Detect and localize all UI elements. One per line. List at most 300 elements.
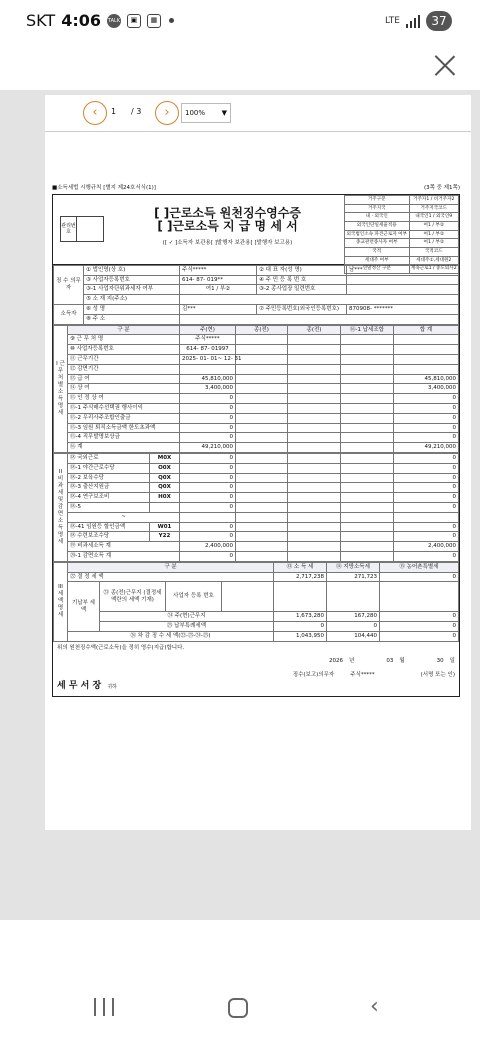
form-title [111,195,344,264]
table-row [54,433,459,443]
value-cell [236,443,288,453]
nontaxable-section-label: II 비과세및감면소득명세 [54,454,68,562]
status-bar [0,0,480,40]
value-cell [236,413,288,423]
total-cell: 0 [394,551,459,561]
prev-workplace-label: ㉓ 종(전)근무지 (결정세액란의 세액 기재) [100,582,166,612]
row-label: ⑱-2 보육수당 [68,473,150,483]
value-cell [180,512,236,522]
month: 03 [386,657,394,664]
page-count-text: (3쪽 중 제1쪽) [423,185,460,191]
earner-section-label: 소득자 [54,305,84,325]
value-cell: 45,810,000 [394,374,459,384]
carrier: SKT [26,11,56,30]
value-cell [341,551,394,561]
value-cell: 0 [180,522,236,532]
code-cell: W01 [150,522,180,532]
amount-cell: 0 [380,631,459,641]
document-page [45,95,471,830]
amount-cell: 0 [380,612,459,622]
value-cell: 0 [180,493,236,503]
signal-icon [406,15,420,28]
value-cell [236,512,288,522]
value-cell [288,503,341,513]
unit-taxpayer-flag: 여1 / 부② [180,285,257,295]
value-cell [288,364,341,374]
value-cell [341,542,394,552]
payer-name: 주식***** [350,671,375,678]
clock: 4:06 [61,11,101,30]
value-cell: 2,400,000 [180,542,236,552]
table-row [54,463,459,473]
viewer-header [0,40,480,90]
total-cell: 0 [394,503,459,513]
amount-cell: 271,723 [327,572,380,582]
total-cell: 0 [394,473,459,483]
table-row [54,512,459,522]
value-cell: 주식***** [180,335,236,345]
value-cell: 0 [180,532,236,542]
zoom-select[interactable] [181,103,231,123]
table-row [54,522,459,532]
column-header: ⑬ 소 득 세 [274,562,327,572]
payer-sign-row [57,672,455,679]
table-row [54,404,459,414]
amount-cell: 2,717,238 [274,572,327,582]
label: ③-2 종사업장 일련번호 [257,285,347,295]
label: ⑤ 소 재 지(주소) [84,295,180,305]
residency-value: 여1 / 부② [409,239,459,248]
total-cell: 0 [394,454,459,464]
value-cell: 3,400,000 [394,384,459,394]
value-cell: 49,210,000 [180,443,236,453]
value-cell: 614- 87- 01997 [180,345,236,355]
residency-value: 국적코드 [409,248,459,257]
value-cell [341,423,394,433]
day: 30 [436,657,444,664]
value-cell: 2025- 01- 01~ 12- 31 [180,355,236,365]
day-unit: 일 [449,657,455,664]
statement: 위의 원천징수액(근로소득)을 정히 영수(지급)합니다. [57,644,185,651]
total-cell: 0 [394,522,459,532]
label: ① 법인명(상 호) [84,265,180,275]
value-cell [236,355,288,365]
value-cell [288,374,341,384]
tax-office [57,681,455,692]
code-cell: Q0X [150,483,180,493]
total-cell: 0 [394,493,459,503]
value-cell: 0 [394,394,459,404]
calendar-icon: ▦ [147,14,161,28]
table-row [54,374,459,384]
value-cell: 0 [180,473,236,483]
row-label: ⑮-3 임원 퇴직소득금액 한도초과액 [68,423,180,433]
value-cell [341,364,394,374]
value-cell [288,433,341,443]
value-cell [341,454,394,464]
value-cell [288,345,341,355]
value-cell [236,493,288,503]
value-cell [236,364,288,374]
table-row [54,364,459,374]
value-cell [288,463,341,473]
value-cell [288,483,341,493]
value-cell: 0 [394,413,459,423]
value-cell [341,355,394,365]
row-label: ⑫ 감면기간 [68,364,180,374]
close-icon[interactable] [434,54,456,76]
code-cell: M0X [150,454,180,464]
residency-value: 거주자1 / 비거주자2 [409,195,459,204]
value-cell [341,493,394,503]
code-cell: H0X [150,493,180,503]
value-cell [341,443,394,453]
amount-cell: 0 [327,622,380,632]
value-cell [288,532,341,542]
total-cell: 0 [394,463,459,473]
spacer [0,920,480,990]
value-cell: 45,810,000 [180,374,236,384]
value-cell [236,423,288,433]
tax-office-suffix: 귀하 [107,684,117,691]
company-name: 주식***** [180,265,257,275]
table-row [54,542,459,552]
residency-value: 여1 / 부② [409,230,459,239]
value-cell [394,364,459,374]
value-cell: 0 [180,433,236,443]
regulation-text: ■소득세법 시행규칙 [별지 제24호서식(1)] [52,185,156,191]
value-cell [341,394,394,404]
row-label: ⑱-1 야간근로수당 [68,463,150,473]
value-cell [288,423,341,433]
column-header: 구 분 [68,325,180,335]
total-cell [394,512,459,522]
value-cell: 0 [180,463,236,473]
tax-office-name: 세 무 서 장 [57,681,102,692]
earner-address [180,314,459,324]
total-cell: 2,400,000 [394,542,459,552]
residency-label: 국적 [345,248,410,257]
table-row [54,394,459,404]
lte-icon: LTE [385,15,400,26]
copy-type: ([ ✓ ]소득자 보관용[ ]발행자 보관용[ ]발행자 보고용) [162,239,293,246]
value-cell: 0 [180,404,236,414]
residency-value: 거주지국코드 [409,204,459,213]
residency-value: 여1 / 부② [409,221,459,230]
row-label: ⑳-1 감면소득 계 [68,551,180,561]
value-cell [288,551,341,561]
table-row [54,454,459,464]
residency-row [345,256,459,265]
row-label: ⑱-41 임원등 할인금액 [68,522,150,532]
home-button[interactable] [228,998,248,1018]
column-header: 합 계 [394,325,459,335]
row-label: ㉒ 결 정 세 액 [68,572,274,582]
value-cell [394,355,459,365]
value-cell [180,364,236,374]
value-cell [236,374,288,384]
header-row [54,325,459,335]
row-label: ⑲ 비과세소득 계 [68,542,180,552]
row-label: ㉔ 주(현)근무지 [100,612,274,622]
value-cell [236,503,288,513]
residency-row [345,248,459,257]
column-header: ⑮ 농어촌특별세 [380,562,459,572]
tax-section [53,562,459,642]
nontaxable-section [53,453,459,562]
value-cell [341,335,394,345]
label: ⑧ 주 소 [84,314,180,324]
table-row [54,384,459,394]
value-cell [236,532,288,542]
year-unit: 년 [349,657,355,664]
back-button[interactable]: ‹ [370,994,379,1019]
value-cell [288,404,341,414]
amount-cell [380,582,459,612]
residency-row [345,230,459,239]
value-cell: 0 [180,394,236,404]
prepaid-label: 기납부 세 액 [68,582,100,632]
amount-cell: 167,280 [327,612,380,622]
row-label: ㉕ 납부특례세액 [100,622,274,632]
residency-label: 내 · 외국인 [345,213,410,222]
value-cell [394,345,459,355]
label: ④ 주 민 등 록 번 호 [257,275,347,285]
value-cell [236,404,288,414]
row-label: ⑱-4 연구보조비 [68,493,150,503]
value-cell: 0 [180,454,236,464]
value-cell [288,522,341,532]
table-row [54,532,459,542]
amount-cell: 1,043,950 [274,631,327,641]
residency-label: 거주지국 [345,204,410,213]
value-cell [236,483,288,493]
system-nav-bar [0,990,480,1040]
amount-cell: 104,440 [327,631,380,641]
value-cell: 0 [180,413,236,423]
row-label: ⑱ 수련보조수당 [68,532,150,542]
sign-text: (서명 또는 인) [420,671,455,678]
code-cell [150,503,180,513]
row-label: ~ [68,512,180,522]
row-label: ㉖ 차 감 징 수 세 액(㉒-㉓-㉔-㉕) [68,631,274,641]
table-row [54,355,459,365]
residency-table [344,195,459,274]
label: ③-1 사업자단위과세자 여부 [84,285,180,295]
value-cell [288,335,341,345]
column-header: 구 분 [68,562,274,572]
value-cell: 0 [180,483,236,493]
tax-form [52,185,460,697]
row-label: ⑩ 사업자등록번호 [68,345,180,355]
next-page-button[interactable]: › [155,101,179,125]
residency-label: 외국법인소속 파견근로자 여부 [345,230,410,239]
viewer-toolbar [45,95,471,132]
table-row [54,483,459,493]
residency-label: 연말정산 구분 [345,265,410,274]
current-page: 1 [111,107,117,116]
value-cell [288,473,341,483]
residency-label: 종교관련종사자 여부 [345,239,410,248]
value-cell [288,454,341,464]
earner-id: 870908- ******* [347,305,459,315]
value-cell [341,374,394,384]
value-cell [236,433,288,443]
management-number-box [53,195,111,264]
status-right [385,11,452,31]
table-row [54,503,459,513]
value-cell: 0 [180,551,236,561]
row-label: ⑮-4 직무발명보상금 [68,433,180,443]
value-cell [236,463,288,473]
table-row [54,551,459,561]
value-cell [288,443,341,453]
value-cell [341,532,394,542]
code-cell: Q0X [150,473,180,483]
value-cell [288,384,341,394]
column-header: ⑭ 지방소득세 [327,562,380,572]
value-cell [236,551,288,561]
value-cell [341,345,394,355]
value-cell: 0 [394,404,459,414]
value-cell [236,473,288,483]
label: ⑦ 주민등록번호(외국인등록번호) [257,305,347,315]
value-cell [288,512,341,522]
value-cell [394,335,459,345]
residency-row [345,221,459,230]
value-cell [236,384,288,394]
amount-cell: 0 [274,622,327,632]
row-label: ⑬ 급 여 [68,374,180,384]
chevron-down-icon: ▼ [221,109,227,117]
more-notifications-icon [169,18,174,23]
value-cell: 49,210,000 [394,443,459,453]
residency-row [345,239,459,248]
income-section-label: I 근무처별소득명세 [54,325,68,452]
value-cell [341,503,394,513]
value-cell [341,433,394,443]
value-cell: 0 [394,423,459,433]
table-row [54,493,459,503]
column-header: 주(현) [180,325,236,335]
row-label: ⑭ 상 여 [68,384,180,394]
payer-section-label: 징 수 의무자 [54,265,84,304]
prev-page-button[interactable]: ‹ [83,101,107,125]
payer-address [180,295,459,305]
value-cell: 3,400,000 [180,384,236,394]
row-label: ⑮ 인 정 상 여 [68,394,180,404]
bizno-cell [222,582,274,612]
value-cell [236,394,288,404]
row-label: ⑮-1 주식매수선택권 행사이익 [68,404,180,414]
row-label: ⑮-2 우리사주조합인출금 [68,413,180,423]
column-header: 종(전) [236,325,288,335]
table-row [54,443,459,453]
value-cell [236,522,288,532]
amount-cell: 0 [380,572,459,582]
bizno-label: 사업자 등록 번호 [166,582,222,612]
table-row [54,335,459,345]
value-cell [236,345,288,355]
gallery-icon: ▣ [127,14,141,28]
branch-number [347,285,459,295]
document-viewer[interactable] [0,90,480,920]
value-cell: 0 [180,503,236,513]
form-body [52,194,460,697]
row-label: ⑯ 계 [68,443,180,453]
residency-row [345,213,459,222]
value-cell [341,483,394,493]
battery-icon: 37 [426,11,452,31]
table-row [54,473,459,483]
residency-label: 세대주 여부 [345,256,410,265]
form-footer [53,642,459,696]
residency-row [345,195,459,204]
row-label: ⑱ 국외근로 [68,454,150,464]
residency-label: 거주구분 [345,195,410,204]
form-header [52,185,460,192]
total-pages: / 3 [131,107,142,116]
value-cell [341,413,394,423]
label: ③ 사업자등록번호 [84,275,180,285]
table-row [54,345,459,355]
month-unit: 월 [399,657,405,664]
value-cell [341,473,394,483]
value-cell [236,335,288,345]
value-cell [341,404,394,414]
value-cell: 0 [180,423,236,433]
management-number-label: 관리번호 [61,217,77,241]
value-cell [236,454,288,464]
title-line-1: [ ]근로소득 원천징수영수증 [154,205,301,220]
income-section [53,325,459,453]
residency-value: 세대주①,세대원2 [409,256,459,265]
business-number: 614- 87- 019** [180,275,257,285]
residency-label: 외국인단일세율적용 [345,221,410,230]
total-cell: 0 [394,532,459,542]
zoom-value: 100% [185,109,206,117]
value-cell [288,493,341,503]
recent-apps-button[interactable] [94,998,114,1016]
residency-value: 내국인1 / 외국인9 [409,213,459,222]
value-cell [236,542,288,552]
column-header: ⑯-1 납세조합 [341,325,394,335]
resident-number [347,275,459,285]
row-label: ⑪ 근무기간 [68,355,180,365]
amount-cell [274,582,327,612]
status-left [26,11,174,30]
residency-value: 계속근로1 / 중도퇴사2 [409,265,459,274]
code-cell: O0X [150,463,180,473]
tax-section-label: III 세액명세 [54,562,68,641]
value-cell [341,512,394,522]
row-label: ⑨ 근 무 처 명 [68,335,180,345]
talk-icon: TALK [107,14,121,28]
total-cell: 0 [394,483,459,493]
value-cell [288,413,341,423]
representative: 남*** [347,265,459,275]
table-row [54,413,459,423]
label: ② 대 표 자(성 명) [257,265,347,275]
value-cell: 0 [394,433,459,443]
value-cell [288,394,341,404]
table-row [54,423,459,433]
value-cell [341,384,394,394]
code-cell: Y22 [150,532,180,542]
earner-name: 김*** [180,305,257,315]
label: ⑥ 성 명 [84,305,180,315]
date-row [57,658,455,665]
